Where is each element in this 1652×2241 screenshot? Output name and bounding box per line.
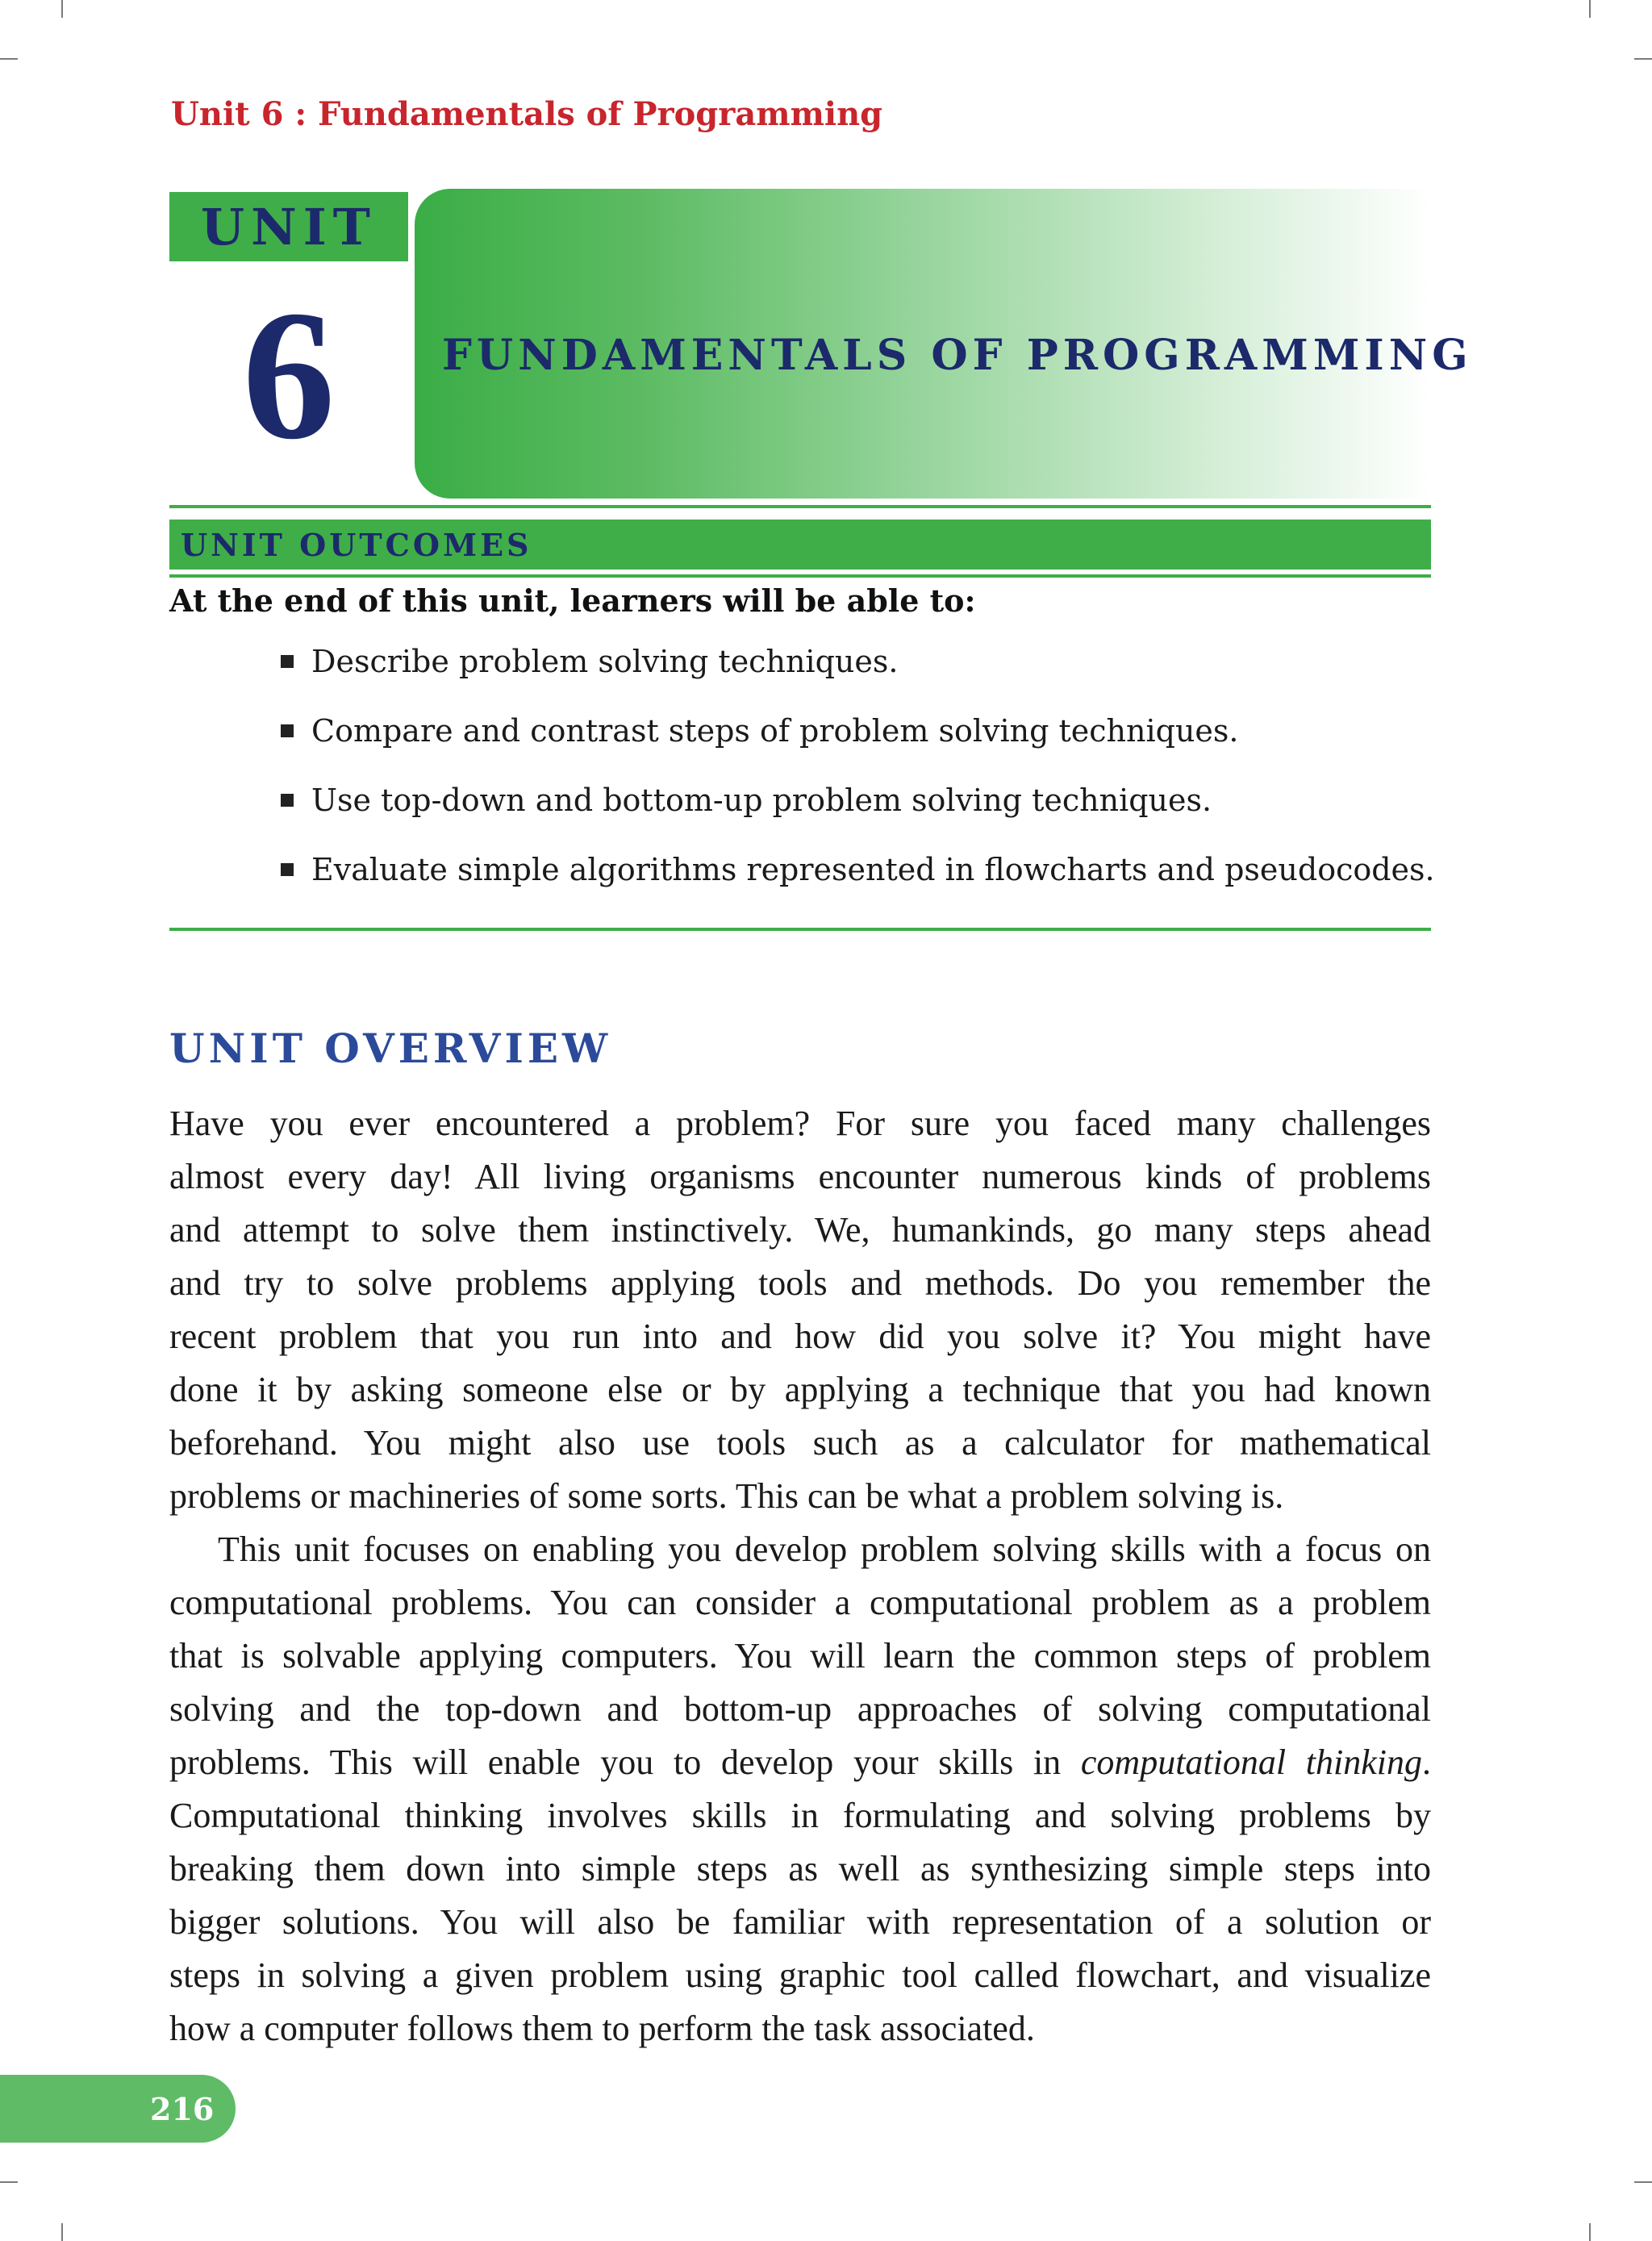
overview-heading: UNIT OVERVIEW	[169, 1025, 612, 1072]
outcome-item: Compare and contrast steps of problem solving techniques.	[279, 710, 1435, 779]
text-line: beforehand. You might also use tools such as a calculator for mathematical	[169, 1423, 1431, 1463]
text-line: how a computer follows them to perform the task associated.	[169, 2009, 1035, 2048]
outcome-list	[279, 641, 1435, 918]
square-bullet-icon	[281, 724, 294, 737]
text-line: This unit focuses on enabling you develop problem solving skills with a focus on	[218, 1529, 1431, 1569]
crop-mark	[0, 58, 18, 60]
overview-paragraph-2	[169, 1523, 1431, 2055]
page-number-tab	[0, 2075, 236, 2143]
outcome-item: Describe problem solving techniques.	[279, 641, 1435, 710]
emphasis-term: computational thinking	[1080, 1742, 1423, 1782]
unit-label-box	[169, 192, 408, 261]
divider-rule	[169, 574, 1431, 578]
page-number: 216	[150, 2090, 215, 2127]
crop-mark	[61, 0, 63, 18]
text-line: Have you ever encountered a problem? For sure you faced many challenges	[169, 1104, 1431, 1143]
text-line: steps in solving a given problem using graphic tool called flowchart, and visualize	[169, 1955, 1431, 1995]
text-line: problems. This will enable you to develop your skills in computational thinking.	[169, 1742, 1431, 1782]
text-line: solving and the top-down and bottom-up approaches of solving computational	[169, 1689, 1431, 1729]
text-line: Computational thinking involves skills in formulating and solving problems by	[169, 1796, 1431, 1835]
divider-rule	[169, 928, 1431, 931]
outcomes-intro: At the end of this unit, learners will be able to:	[169, 582, 976, 619]
crop-mark	[1589, 2223, 1591, 2241]
unit-title: FUNDAMENTALS OF PROGRAMMING	[442, 331, 1473, 380]
outcomes-heading-bar	[169, 520, 1431, 570]
text-line: and try to solve problems applying tools and methods. Do you remember the	[169, 1263, 1431, 1303]
unit-number: 6	[242, 272, 336, 478]
text-line: bigger solutions. You will also be familiar with representation of a solution or	[169, 1902, 1431, 1942]
crop-mark	[61, 2223, 63, 2241]
unit-label: UNIT	[201, 197, 377, 257]
text-line: almost every day! All living organisms encounter numerous kinds of problems	[169, 1157, 1431, 1196]
square-bullet-icon	[281, 655, 294, 668]
crop-mark	[1589, 0, 1591, 18]
text-line: and attempt to solve them instinctively. We, humankinds, go many steps ahead	[169, 1210, 1431, 1250]
outcomes-heading: UNIT OUTCOMES	[181, 526, 532, 563]
running-head: Unit 6 : Fundamentals of Programming	[171, 95, 883, 133]
text-line: recent problem that you run into and how did you solve it? You might have	[169, 1317, 1431, 1356]
divider-rule	[169, 505, 1431, 508]
crop-mark	[1634, 58, 1652, 60]
text-line: problems or machineries of some sorts. This can be what a problem solving is.	[169, 1476, 1284, 1516]
outcome-item: Evaluate simple algorithms represented in flowcharts and pseudocodes.	[279, 849, 1435, 918]
text-line: that is solvable applying computers. You will learn the common steps of problem	[169, 1636, 1431, 1676]
square-bullet-icon	[281, 794, 294, 807]
overview-paragraph-1	[169, 1097, 1431, 1523]
crop-mark	[0, 2181, 18, 2183]
outcome-item: Use top-down and bottom-up problem solving techniques.	[279, 779, 1435, 849]
square-bullet-icon	[281, 863, 294, 876]
text-line: computational problems. You can consider a computational problem as a problem	[169, 1583, 1431, 1622]
text-line: done it by asking someone else or by applying a technique that you had known	[169, 1370, 1431, 1409]
text-line: breaking them down into simple steps as well as synthesizing simple steps into	[169, 1849, 1431, 1888]
crop-mark	[1634, 2181, 1652, 2183]
